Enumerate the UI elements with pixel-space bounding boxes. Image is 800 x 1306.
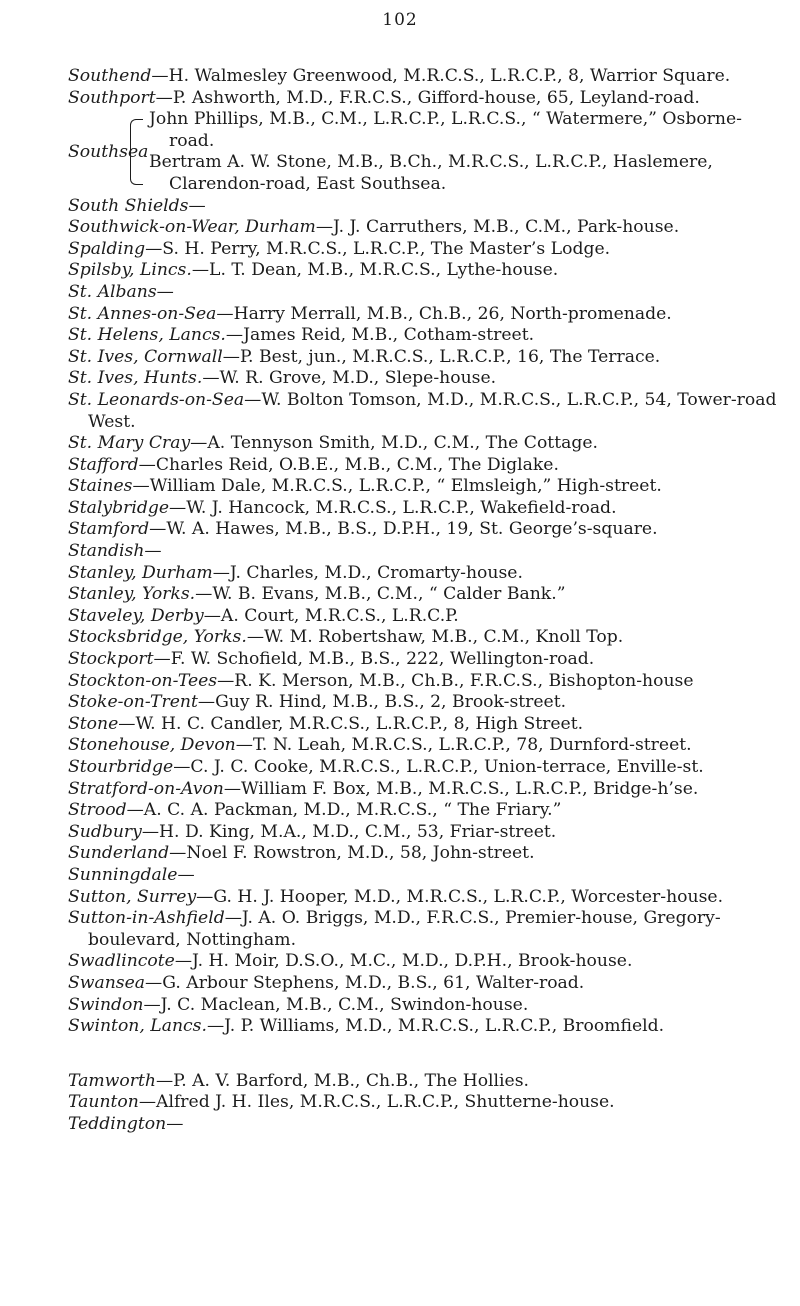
directory-entry [68,757,780,779]
directory-entry [68,239,780,261]
directory-entries [68,66,780,1136]
entry-details: A. C. A. Packman, M.D., M.R.C.S., “ The Friary.” [143,800,562,821]
directory-entry [68,325,780,347]
entry-dash: — [138,1092,157,1113]
directory-entry [68,822,780,844]
entry-place: Swindon [68,994,144,1015]
entry-details: J. Charles, M.D., Cromarty-house. [229,562,523,583]
entry-details: J. J. Carruthers, M.B., C.M., Park-house. [333,217,680,238]
entry-dash: — [126,800,144,821]
entry-details: W. J. Hancock, M.R.C.S., L.R.C.P., Wakefield-road. [186,497,617,518]
entry-dash: — [191,260,210,281]
entry-details: William F. Box, M.B., M.R.C.S., L.R.C.P., Bridge-h’se. [241,778,699,799]
entry-details: William Dale, M.R.C.S., L.R.C.P., “ Elmsleigh,” High-street. [149,476,662,497]
directory-entry [68,1114,780,1136]
entry-dash: — [202,368,220,389]
entry-dash: — [196,886,214,907]
entry-dash: — [174,951,193,972]
entry-place: Stockport [68,649,154,670]
entry-place: St. Helens, Lancs. [68,325,226,346]
directory-entry [68,541,780,563]
directory-entry [68,887,780,909]
entry-details: Guy R. Hind, M.B., B.S., 2, Brook-street. [215,692,567,713]
directory-entry [68,88,780,110]
entry-place: Teddington [68,1113,167,1134]
page-number: 102 [382,10,418,30]
entry-place: St. Ives, Hunts. [68,368,203,389]
directory-entry [68,519,780,541]
directory-entry [68,347,780,369]
entry-place: St. Annes-on-Sea [68,303,217,324]
entry-dash: — [225,325,244,346]
entry-details: J. A. O. Briggs, M.D., F.R.C.S., Premier-house, Gregory-boulevard, Nottingham. [88,908,721,950]
brace-bracket [130,119,143,185]
entry-place: Stanley, Durham [68,562,213,583]
entry-place: Spalding [68,238,146,259]
entry-dash: — [155,87,173,108]
entry-place: Sudbury [68,821,142,842]
entry-dash: — [143,994,161,1015]
directory-entry [68,973,780,995]
directory-entry [68,1071,780,1093]
entry-dash: — [190,433,208,454]
entry-dash: — [246,627,265,648]
entry-details: J. P. Williams, M.D., M.R.C.S., L.R.C.P., Broomfield. [224,1016,665,1037]
directory-entry [68,390,780,433]
entry-place: Standish [68,541,145,562]
entry-place: Southport [68,87,156,108]
entry-details: J. C. Maclean, M.B., C.M., Swindon-house. [160,994,529,1015]
directory-entry [68,66,780,88]
entry-place: Stamford [68,519,150,540]
entry-dash: — [217,670,235,691]
directory-entry [68,1092,780,1114]
entry-details: Harry Merrall, M.B., Ch.B., 26, North-promenade. [233,303,672,324]
entry-details: P. Ashworth, M.D., F.R.C.S., Gifford-house, 65, Leyland-road. [172,87,700,108]
entry-details: W. H. C. Candler, M.R.C.S., L.R.C.P., 8, High Street. [135,713,584,734]
directory-entry [68,606,780,628]
directory-entry [68,282,780,304]
entry-details: A. Tennyson Smith, M.D., C.M., The Cottage. [207,433,598,454]
entry-dash: — [151,66,169,86]
directory-entry [68,304,780,326]
entry-details: G. H. J. Hooper, M.D., M.R.C.S., L.R.C.P., Worcester-house. [213,886,724,907]
entry-dash: — [166,1113,184,1134]
entries-group-s-rest [68,196,780,1038]
entry-place: Southsea [68,141,149,162]
entry-dash: — [144,541,162,562]
directory-entry [68,649,780,671]
entry-place: Stafford [68,454,139,475]
entry-place: Stocksbridge, Yorks. [68,627,247,648]
entry-place: Southend [68,66,152,86]
entry-details: J. H. Moir, D.S.O., M.C., M.D., D.P.H., Brook-house. [192,951,633,972]
entry-place: St. Mary Cray [68,433,191,454]
southsea-line: Bertram A. W. Stone, M.B., B.Ch., M.R.C.S., L.R.C.P., Haslemere, Clarendon-road, East Southsea. [149,152,713,194]
entry-details: A. Court, M.R.C.S., L.R.C.P. [220,605,459,626]
directory-entry [68,714,780,736]
directory-entry [68,735,780,757]
directory-entry [68,627,780,649]
southsea-practitioners [149,109,780,195]
entry-place: Stockton-on-Tees [68,670,218,691]
directory-entry [68,455,780,477]
entry-details: R. K. Merson, M.B., Ch.B., F.R.C.S., Bishopton-house [234,670,694,691]
directory-entry [68,476,780,498]
directory-entry [68,908,780,951]
entry-details: Alfred J. H. Iles, M.R.C.S., L.R.C.P., Shutterne-house. [156,1092,615,1113]
entry-dash: — [141,821,160,842]
directory-entry [68,995,780,1017]
entry-details: S. H. Perry, M.R.C.S., L.R.C.P., The Master’s Lodge. [162,238,611,259]
entry-dash: — [173,757,191,777]
entry-details: T. N. Leah, M.R.C.S., L.R.C.P., 78, Durnford-street. [252,735,692,756]
entry-dash: — [145,972,163,993]
directory-entry [68,498,780,520]
entry-dash: — [145,238,163,259]
entry-details: H. Walmesley Greenwood, M.R.C.S., L.R.C.P., 8, Warrior Square. [168,66,731,86]
entry-details: W. R. Grove, M.D., Slepe-house. [219,368,497,389]
entry-place: Staines [68,476,133,497]
entry-place: Stourbridge [68,757,174,777]
entry-details: L. T. Dean, M.B., M.R.C.S., Lythe-house. [209,260,559,281]
entry-dash: — [212,562,230,583]
entry-place: St. Ives, Cornwall [68,346,223,367]
entry-details: P. A. V. Barford, M.B., Ch.B., The Hollies. [173,1070,529,1091]
directory-entry [68,584,780,606]
entry-place: Stonehouse, Devon [68,735,236,756]
entry-details: W. Bolton Tomson, M.D., M.R.C.S., L.R.C.P., 54, Tower-road West. [88,389,777,432]
directory-entry [68,563,780,585]
directory-entry [68,196,780,218]
entry-place: Stratford-on-Avon [68,778,224,799]
entries-group-s-start [68,66,780,109]
directory-entry [68,800,780,822]
southsea-line: John Phillips, M.B., C.M., L.R.C.P., L.R.C.S., “ Watermere,” Osborne-road. [149,109,742,151]
entry-details: W. A. Hawes, M.B., B.S., D.P.H., 19, St. George’s-square. [166,519,658,540]
entry-dash: — [118,713,136,734]
entry-dash: — [169,497,187,518]
entry-dash: — [244,389,262,410]
directory-entry [68,692,780,714]
entry-dash: — [132,476,150,497]
entry-dash: — [149,519,167,540]
directory-entry [68,671,780,693]
entry-dash: — [188,195,206,216]
entry-place: Sutton, Surrey [68,886,197,907]
entry-place: Swinton, Lancs. [68,1016,207,1037]
directory-entry [68,865,780,887]
entry-dash: — [155,1070,174,1091]
entry-dash: — [195,584,213,605]
entry-details: P. Best, jun., M.R.C.S., L.R.C.P., 16, The Terrace. [239,346,661,367]
entry-place: St. Albans [68,281,157,302]
entry-dash: — [177,864,195,885]
entry-dash: — [206,1016,225,1037]
entry-details: F. W. Schofield, M.B., B.S., 222, Wellington-road. [170,649,595,670]
entry-place: Swadlincote [68,951,175,972]
entries-group-t [68,1071,780,1136]
entry-place: South Shields [68,195,189,216]
entry-details: H. D. King, M.A., M.D., C.M., 53, Friar-street. [159,821,557,842]
entry-details: Noel F. Rowstron, M.D., 58, John-street. [186,843,535,864]
entry-dash: — [222,346,240,367]
entry-dash: — [156,281,174,302]
section-gap [68,1038,780,1071]
entry-details: C. J. C. Cooke, M.R.C.S., L.R.C.P., Union-terrace, Enville-st. [190,757,704,777]
entry-dash: — [203,605,221,626]
entry-southsea [68,109,780,195]
entry-place: Spilsby, Lincs. [68,260,192,281]
entry-dash: — [315,217,334,238]
entry-place: Tamworth [68,1070,156,1091]
entry-place: Stanley, Yorks. [68,584,196,605]
directory-entry [68,951,780,973]
entry-dash: — [153,649,171,670]
entry-details: W. M. Robertshaw, M.B., C.M., Knoll Top. [264,627,624,648]
entry-place: Strood [68,800,127,821]
entry-details: W. B. Evans, M.B., C.M., “ Calder Bank.” [212,584,566,605]
entry-place: Swansea [68,972,146,993]
entry-dash: — [169,843,187,864]
entry-dash: — [197,692,216,713]
entry-place: Stone [68,713,119,734]
entry-details: James Reid, M.B., Cotham-street. [243,325,535,346]
entry-dash: — [223,778,242,799]
entry-place: St. Leonards-on-Sea [68,389,245,410]
entry-place: Sunderland [68,843,170,864]
entry-place: Sutton-in-Ashfield [68,908,225,929]
directory-entry [68,368,780,390]
entry-dash: — [216,303,234,324]
directory-entry [68,1016,780,1038]
entry-place: Southwick-on-Wear, Durham [68,217,316,238]
entry-dash: — [224,908,242,929]
directory-entry [68,433,780,455]
entry-dash: — [235,735,253,756]
entry-place: Sunningdale [68,864,178,885]
directory-entry [68,779,780,801]
directory-entry [68,843,780,865]
entry-place: Stalybridge [68,497,170,518]
entry-place: Staveley, Derby [68,605,204,626]
directory-entry [68,260,780,282]
entry-details: G. Arbour Stephens, M.D., B.S., 61, Walter-road. [162,972,585,993]
entry-dash: — [138,454,156,475]
entry-place: Taunton [68,1092,139,1113]
entry-details: Charles Reid, O.B.E., M.B., C.M., The Diglake. [155,454,559,475]
directory-entry [68,217,780,239]
entry-place: Stoke-on-Trent [68,692,198,713]
